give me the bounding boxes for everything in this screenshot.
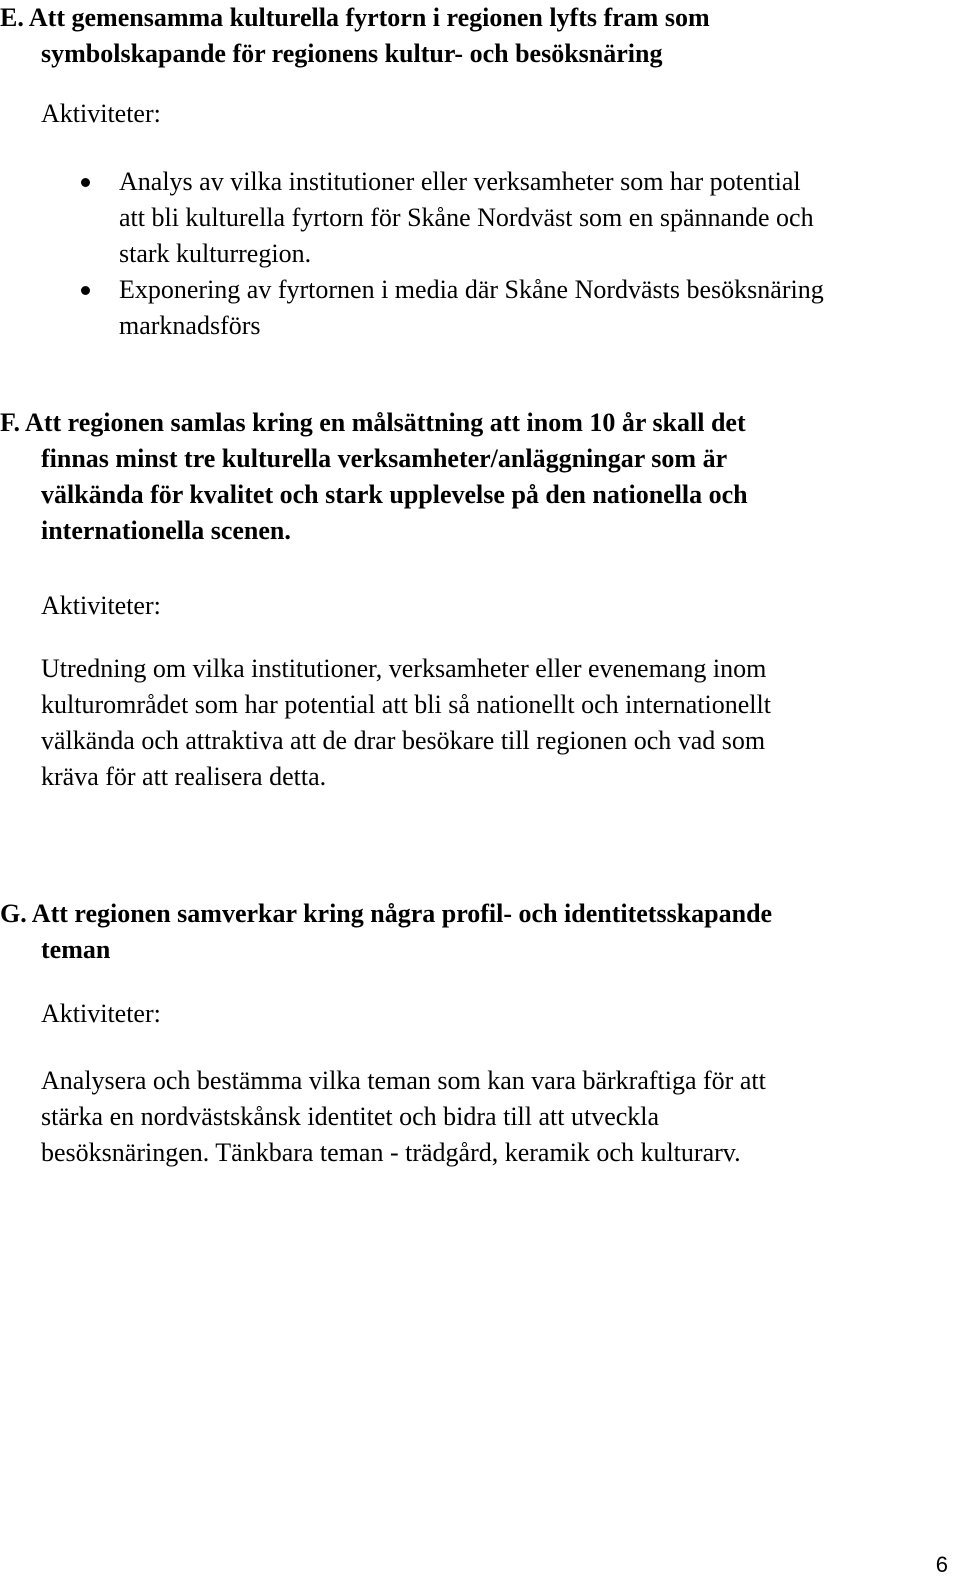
paragraph-line: kräva för att realisera detta. bbox=[41, 762, 327, 791]
heading-line: G. Att regionen samverkar kring några profil- och identitetsskapande bbox=[0, 899, 773, 928]
heading-line: symbolskapande för regionens kultur- och besöksnäring bbox=[41, 39, 663, 68]
section-f-paragraph bbox=[41, 651, 956, 795]
heading-line: internationella scenen. bbox=[41, 516, 291, 545]
bullet-icon bbox=[81, 286, 90, 295]
bullet-icon bbox=[81, 178, 90, 187]
section-e-bullet-list bbox=[0, 164, 960, 344]
bullet-line: Exponering av fyrtornen i media där Skåne Nordvästs besöksnäring bbox=[119, 275, 824, 304]
heading-line: F. Att regionen samlas kring en målsättning att inom 10 år skall det bbox=[0, 408, 746, 437]
heading-line: E. Att gemensamma kulturella fyrtorn i regionen lyfts fram som bbox=[0, 3, 710, 32]
page-number: 6 bbox=[935, 1552, 948, 1577]
paragraph-line: kulturområdet som har potential att bli så nationellt och internationellt bbox=[41, 690, 771, 719]
bullet-line: stark kulturregion. bbox=[119, 239, 312, 268]
section-e-heading bbox=[0, 0, 710, 72]
heading-line: teman bbox=[41, 935, 111, 964]
paragraph-line: välkända och attraktiva att de drar besökare till regionen och vad som bbox=[41, 726, 766, 755]
paragraph-line: stärka en nordvästskånsk identitet och bidra till att utveckla bbox=[41, 1102, 660, 1131]
bullet-line: marknadsförs bbox=[119, 311, 261, 340]
list-item bbox=[0, 272, 960, 344]
list-item bbox=[0, 164, 960, 272]
section-e-activities-label: Aktiviteter: bbox=[41, 99, 161, 128]
paragraph-line: Analysera och bestämma vilka teman som kan vara bärkraftiga för att bbox=[41, 1066, 766, 1095]
paragraph-line: Utredning om vilka institutioner, verksamheter eller evenemang inom bbox=[41, 654, 767, 683]
section-f-activities-label: Aktiviteter: bbox=[41, 591, 161, 620]
section-f-heading bbox=[0, 405, 748, 549]
heading-line: välkända för kvalitet och stark upplevelse på den nationella och bbox=[41, 480, 748, 509]
bullet-line: Analys av vilka institutioner eller verksamheter som har potential bbox=[119, 167, 801, 196]
bullet-line: att bli kulturella fyrtorn för Skåne Nordväst som en spännande och bbox=[119, 203, 814, 232]
heading-line: finnas minst tre kulturella verksamheter/anläggningar som är bbox=[41, 444, 728, 473]
section-g-activities-label: Aktiviteter: bbox=[41, 999, 161, 1028]
paragraph-line: besöksnäringen. Tänkbara teman - trädgård, keramik och kulturarv. bbox=[41, 1138, 741, 1167]
section-g-paragraph bbox=[41, 1063, 956, 1171]
section-g-heading bbox=[0, 896, 772, 968]
